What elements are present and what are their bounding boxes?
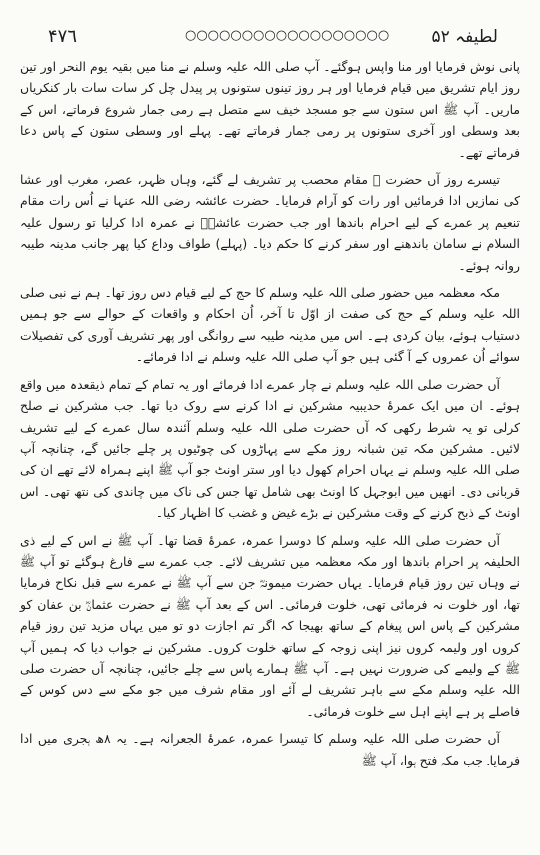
page-header xyxy=(20,26,520,56)
running-title: لطیفہ ۵۲ xyxy=(431,27,498,47)
paragraph: مکہ معظمہ میں حضور صلی اللہ علیہ وسلم کا حج کے لیے قیام دس روز تھا۔ ہم نے نبی صلی اللہ علیہ وسلم کے حج کی صفت از اوّل تا آخر، اُن احکام و واقعات کے حوالے سے جو ہمیں دستیاب ہوئے، بیان کردی ہے۔ اس میں مدینہ طیبہ سے روانگی اور پھر تشریف آوری کی تفصیلات سوائے اُن عمروں کے آ گئی ہیں جو آپ صلی اللہ علیہ وسلم نے ادا فرمائے۔ xyxy=(20,285,520,365)
paragraph: تیسرے روز آں حضرت ﷺ مقام محصب پر تشریف لے گئے، وہاں ظہر، عصر، مغرب اور عشا کی نمازیں ادا فرمائیں اور رات کو آرام فرمایا۔ حضرت عائشہ رضی اللہ عنہا نے اُس رات مقام تنعیم پر عمرے کے لیے احرام باندھا اور جب حضرت عائشہؓ نے عمرہ ادا کرلیا تو رسول علیہ السلام نے سامان باندھنے اور سفر کرنے کا حکم دیا۔ (پہلے) طواف وداع کیا پھر جانب مدینہ طیبہ روانہ ہوئے۔ xyxy=(20,172,520,273)
page-body xyxy=(20,56,520,771)
paragraph: آں حضرت صلی اللہ علیہ وسلم کا تیسرا عمرہ، عمرۂ الجعرانہ ہے۔ یہ ۸ھ ہجری میں ادا فرمایا۔ جب مکہ فتح ہوا، آپ ﷺ xyxy=(20,731,520,768)
paragraph: آں حضرت صلی اللہ علیہ وسلم نے چار عمرے ادا فرمائے اور یہ تمام کے تمام ذیقعدہ میں واقع ہوئے۔ ان میں ایک عمرۂ حدیبیہ مشرکین نے ادا کرنے سے روک دیا تھا۔ جب مشرکین نے صلح کرلی تو یہ شرط رکھی کہ آں حضرت صلی اللہ علیہ وسلم آئندہ سال عمرے کے لیے تشریف لائیں۔ مشرکین مکہ تین شبانہ روز مکے سے پہاڑوں کی چوٹیوں پر چلے جائیں گے، چنانچہ آپ صلی اللہ علیہ وسلم نے یہاں احرام کھول دیا اور ستر اونٹ جو آپ ﷺ اپنے ہمراہ لائے تھے ان کی قربانی دی۔ انھیں میں ابوجہل کا اونٹ بھی شامل تھا جس کی ناک میں چاندی کی نتھ تھی۔ اس اونٹ کے ذبح کرنے کے وقت مشرکین نے بڑے غیض و غضب کا اظہار کیا۔ xyxy=(20,376,520,521)
page-number: ۴٧٦ xyxy=(48,26,78,47)
paragraph: پانی نوش فرمایا اور منا واپس ہوگئے۔ آپ صلی اللہ علیہ وسلم نے منا میں بقیہ یوم النحر اور تین روز ایام تشریق میں قیام فرمایا اور ہر روز تینوں ستونوں پر پیدل چل کر سات سات بار کنکریاں ماریں۔ آپ ﷺ اس ستون سے جو مسجد خیف سے متصل ہے رمی جمار شروع فرماتے، اس کے بعد وسطی اور آخری ستونوں پر رمی جمار فرماتے تھے۔ پہلے اور وسطی ستون کے پاس دعا فرماتے تھے۔ xyxy=(20,59,520,160)
paragraph: آں حضرت صلی اللہ علیہ وسلم کا دوسرا عمرہ، عمرۂ قضا تھا۔ آپ ﷺ نے اس کے لیے ذی الحلیفہ پر احرام باندھا اور مکہ معظمہ میں تشریف لائے۔ جب عمرے سے فارغ ہوگئے تو آپ ﷺ نے وہاں تین روز قیام فرمایا۔ یہاں حضرت میمونہؓ جن سے آپ ﷺ نے عمرے سے قبل نکاح فرمایا تھا، اور خلوت نہ فرمائی تھی، خلوت فرمائی۔ اس کے بعد آپ ﷺ نے حضرت عثمانؓ بن عفان کو مشرکین کے پاس اس پیغام کے ساتھ بھیجا کہ اگر تم اجازت دو تو میں یہاں مزید تین روز قیام کروں اور ولیمہ کروں نیز اپنی زوجہ کے ساتھ خلوت کروں۔ مشرکین نے جواب دیا کہ ہمیں آپ ﷺ کے ولیمے کی ضرورت نہیں ہے۔ آپ ﷺ ہمارے پاس سے چلے جائیں، چنانچہ آں حضرت صلی اللہ علیہ وسلم مکے سے باہر تشریف لے آئے اور مقام شرف میں جو مکے سے دس کوس کے فاصلے پر ہے اپنے اہل سے خلوت فرمائی۔ xyxy=(20,532,520,719)
decorative-ornament: ○○○○○○○○○○○○○○○○○○ xyxy=(185,28,390,43)
